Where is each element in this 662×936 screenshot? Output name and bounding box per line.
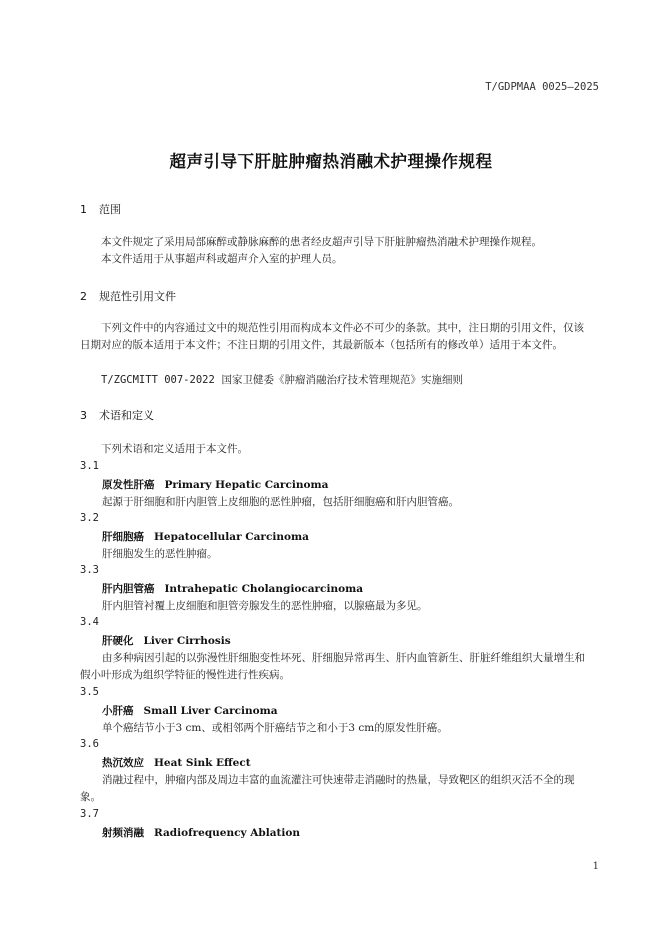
term-heading xyxy=(102,703,278,718)
reference-code: T/ZGCMITT 007-2022 xyxy=(101,374,215,386)
normative-reference xyxy=(80,372,594,389)
term-heading xyxy=(102,581,363,596)
section-number: 3 xyxy=(80,409,87,422)
term-definition: 肝细胞发生的恶性肿瘤。 xyxy=(102,548,218,560)
reference-title: 国家卫健委《肿瘤消融治疗技术管理规范》实施细则 xyxy=(221,374,463,386)
section-intro: 下列术语和定义适用于本文件。 xyxy=(101,443,248,455)
term-number: 3.1 xyxy=(80,460,99,472)
term-number: 3.2 xyxy=(80,512,99,524)
term-heading xyxy=(102,825,300,840)
term-definition: 单个癌结节小于3 cm、或相邻两个肝癌结节之和小于3 cm的原发性肝癌。 xyxy=(102,722,448,734)
section-title: 范围 xyxy=(99,203,121,216)
section-number: 2 xyxy=(80,290,87,303)
term-number: 3.3 xyxy=(80,564,99,576)
term-number: 3.5 xyxy=(80,686,99,698)
term-heading xyxy=(102,755,251,770)
paragraph: 本文件适用于从事超声科或超声介入室的护理人员。 xyxy=(101,253,343,265)
term-definition: 由多种病因引起的以弥漫性肝细胞变性坏死、肝细胞异常再生、肝内血管新生、肝脏纤维组织大量增生和假小叶形成为组织学特征的慢性进行性疾病。 xyxy=(80,652,585,681)
standard-code: T/GDPMAA 0025—2025 xyxy=(485,81,599,93)
paragraph: 本文件规定了采用局部麻醉或静脉麻醉的患者经皮超声引导下肝脏肿瘤热消融术护理操作规程。 xyxy=(101,236,542,248)
term-definition: 起源于肝细胞和肝内胆管上皮细胞的恶性肿瘤，包括肝细胞癌和肝内胆管癌。 xyxy=(102,496,459,508)
section-title: 规范性引用文件 xyxy=(99,290,176,303)
term-zh: 肝内胆管癌 xyxy=(102,583,155,595)
term-en: Small Liver Carcinoma xyxy=(143,705,278,717)
term-en: Primary Hepatic Carcinoma xyxy=(164,479,329,491)
paragraph: 下列文件中的内容通过文中的规范性引用而构成本文件必不可少的条款。其中，注日期的引用文件，仅该日期对应的版本适用于本文件；不注日期的引用文件，其最新版本（包括所有的修改单）适用于本文件。 xyxy=(80,322,584,351)
term-zh: 肝细胞癌 xyxy=(102,531,144,543)
term-definition: 肝内胆管衬覆上皮细胞和胆管旁腺发生的恶性肿瘤，以腺癌最为多见。 xyxy=(102,600,428,612)
term-en: Radiofrequency Ablation xyxy=(154,827,301,839)
term-en: Heat Sink Effect xyxy=(154,757,251,769)
term-zh: 射频消融 xyxy=(102,827,144,839)
term-heading xyxy=(102,529,309,544)
term-number: 3.6 xyxy=(80,738,99,750)
term-en: Liver Cirrhosis xyxy=(143,635,231,647)
section-number: 1 xyxy=(80,203,87,216)
page-number: 1 xyxy=(592,861,599,872)
term-number: 3.7 xyxy=(80,808,99,820)
term-zh: 原发性肝癌 xyxy=(102,479,155,491)
section-2-heading xyxy=(80,288,176,304)
term-heading xyxy=(102,633,231,648)
term-zh: 肝硬化 xyxy=(102,635,134,647)
term-zh: 热沉效应 xyxy=(102,757,144,769)
term-heading xyxy=(102,477,328,492)
term-en: Hepatocellular Carcinoma xyxy=(154,531,309,543)
section-3-heading xyxy=(80,407,154,423)
term-en: Intrahepatic Cholangiocarcinoma xyxy=(164,583,363,595)
section-1-heading xyxy=(80,201,121,217)
section-title: 术语和定义 xyxy=(99,409,154,422)
term-number: 3.4 xyxy=(80,616,99,628)
term-definition: 消融过程中，肿瘤内部及周边丰富的血流灌注可快速带走消融时的热量，导致靶区的组织灭活不全的现象。 xyxy=(80,774,575,803)
document-title: 超声引导下肝脏肿瘤热消融术护理操作规程 xyxy=(169,152,493,171)
term-zh: 小肝癌 xyxy=(102,705,134,717)
